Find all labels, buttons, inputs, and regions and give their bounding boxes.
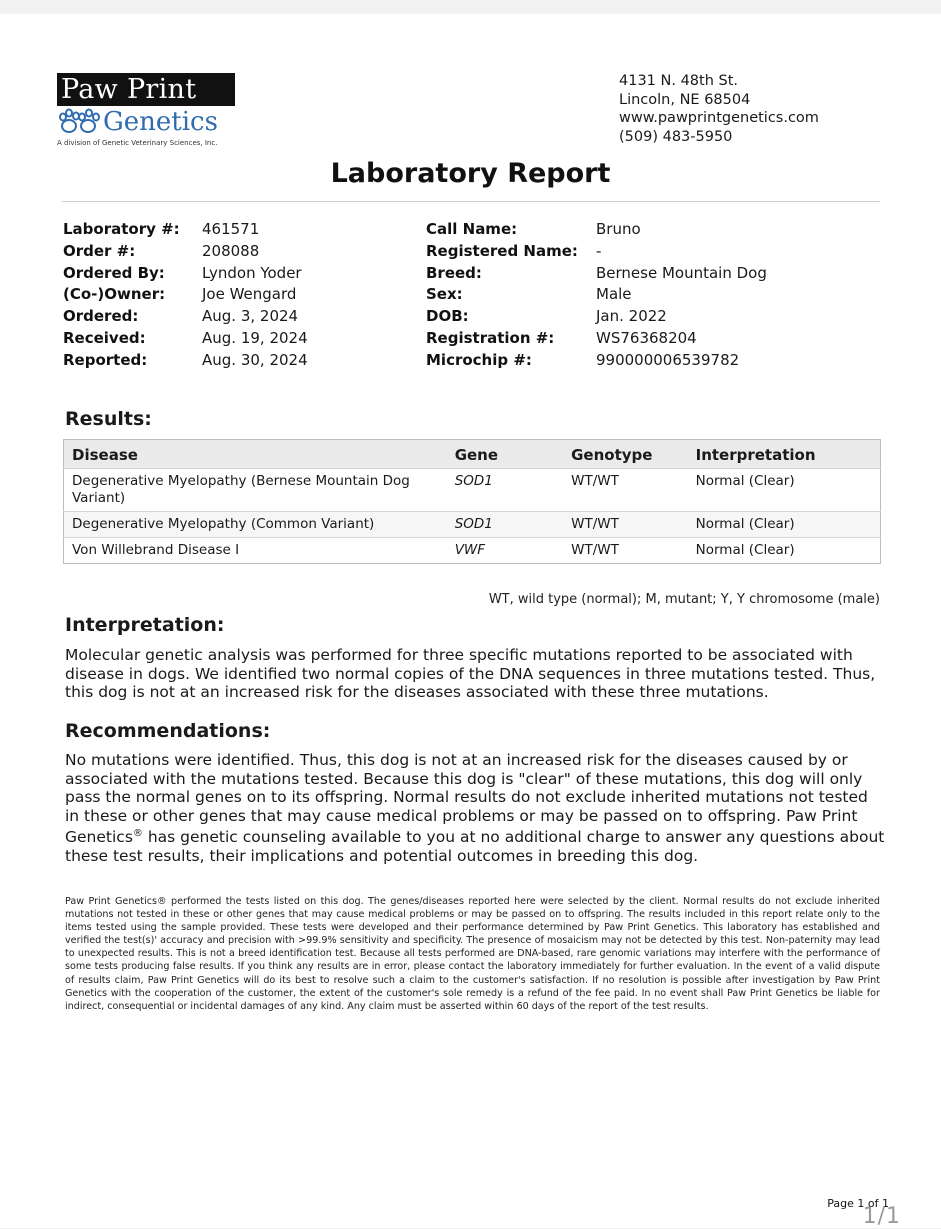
recommendations-text-part1: No mutations were identified. Thus, this dog is not at an increased risk for the diseases caused by or associated with the mutations tested. Because this dog is "clear" of these mutations, this dog will only pass the normal genes on to its offspring. Normal results do not exclude inherited mutations not tested in these or other genes that may cause medical problems or may be passed on to offspring. Paw Print Genetics	[65, 751, 868, 847]
column-header-genotype: Genotype	[563, 440, 688, 469]
info-value: 208088	[202, 241, 260, 260]
cell-gene: SOD1	[447, 469, 563, 512]
cell-gene: SOD1	[447, 512, 563, 538]
info-value: WS76368204	[596, 328, 697, 347]
address-city: Lincoln, NE 68504	[619, 91, 751, 108]
logo-lower	[57, 106, 235, 138]
info-value: Joe Wengard	[202, 285, 297, 304]
interpretation-heading: Interpretation:	[65, 614, 225, 636]
cell-gene: VWF	[447, 538, 563, 564]
info-row-breed	[426, 263, 767, 285]
table-row	[64, 538, 881, 564]
address-street: 4131 N. 48th St.	[619, 73, 739, 89]
info-value: Bernese Mountain Dog	[596, 263, 767, 282]
cell-disease: Von Willebrand Disease I	[64, 538, 447, 564]
info-row-microchip	[426, 350, 767, 372]
info-row-owner	[63, 284, 308, 306]
disclaimer-text: Paw Print Genetics® performed the tests listed on this dog. The genes/diseases reported here were selected by the client. Normal results do not exclude inherited mutations not tested in these or other genes that may cause medical problems or may be passed on to offspring. The results included in this report relate only to the items tested using the sample provided. These tests were developed and their performance determined by Paw Print Genetics. This laboratory has established and verified the test(s)' accuracy and precision with >99.9% sensitivity and specificity. The presence of mosaicism may not be detected by this test. Non-paternity may lead to unexpected results. This is not a breed identification test. Because all tests performed are DNA-based, rare genomic variations may interfere with the performance of some tests producing false results. If you think any results are in error, please contact the laboratory immediately for further evaluation. In the event of a valid dispute of results claim, Paw Print Genetics will do its best to resolve such a claim to the customer's satisfaction. If no resolution is possible after investigation by Paw Print Genetics with the cooperation of the customer, the extent of the customer's sole remedy is a refund of the fee paid. In no event shall Paw Print Genetics be liable for indirect, consequential or incidental damages of any kind. Any claim must be asserted within 60 days of the report of the test results.	[65, 896, 880, 1012]
title-divider	[62, 201, 880, 202]
cell-genotype: WT/WT	[563, 538, 688, 564]
info-value: Jan. 2022	[596, 307, 667, 326]
column-header-disease: Disease	[64, 440, 447, 469]
info-value: 461571	[202, 220, 260, 238]
info-label: (Co-)Owner:	[63, 285, 166, 304]
info-row-ordered	[63, 306, 308, 328]
recommendations-text	[65, 751, 885, 865]
address-website: www.pawprintgenetics.com	[619, 110, 819, 126]
info-label: Registered Name:	[426, 241, 578, 260]
cell-disease: Degenerative Myelopathy (Common Variant)	[64, 512, 447, 538]
info-row-lab-number	[63, 219, 308, 241]
lab-address	[619, 72, 819, 146]
info-label: Received:	[63, 328, 146, 347]
address-phone: (509) 483-5950	[619, 128, 733, 145]
info-value: Male	[596, 285, 632, 304]
info-row-order-number	[63, 241, 308, 263]
info-label: Call Name:	[426, 220, 518, 238]
report-page	[0, 14, 941, 1228]
info-value: Lyndon Yoder	[202, 263, 302, 282]
info-value: Aug. 30, 2024	[202, 350, 308, 369]
table-header-row	[64, 440, 881, 469]
info-row-sex	[426, 284, 767, 306]
info-row-call-name	[426, 219, 767, 241]
page-number-label: Page 1 of 1	[827, 1197, 889, 1210]
info-value: Aug. 3, 2024	[202, 307, 299, 326]
cell-interpretation: Normal (Clear)	[688, 512, 881, 538]
cell-genotype: WT/WT	[563, 512, 688, 538]
order-info	[63, 219, 308, 372]
info-row-ordered-by	[63, 263, 308, 285]
results-table	[63, 439, 881, 564]
info-label: Ordered By:	[63, 263, 165, 282]
info-label: Registration #:	[426, 328, 555, 347]
table-row	[64, 512, 881, 538]
cell-interpretation: Normal (Clear)	[688, 469, 881, 512]
info-label: Laboratory #:	[63, 220, 180, 238]
info-row-received	[63, 328, 308, 350]
logo-line1: Paw Print	[57, 73, 235, 106]
info-label: Sex:	[426, 285, 463, 304]
registered-mark: ®	[132, 828, 143, 839]
recommendations-heading: Recommendations:	[65, 720, 271, 742]
logo-line2: Genetics	[103, 107, 218, 137]
cell-genotype: WT/WT	[563, 469, 688, 512]
company-logo	[57, 73, 235, 147]
info-value: Aug. 19, 2024	[202, 328, 308, 347]
logo-tagline: A division of Genetic Veterinary Sciences, Inc.	[57, 139, 218, 147]
cell-disease: Degenerative Myelopathy (Bernese Mountain Dog Variant)	[64, 469, 447, 512]
dog-info	[426, 219, 767, 372]
results-heading: Results:	[65, 408, 152, 430]
info-value: 990000006539782	[596, 350, 740, 369]
column-header-gene: Gene	[447, 440, 563, 469]
info-label: Ordered:	[63, 307, 139, 326]
page-indicator: 1/1	[862, 1204, 901, 1229]
info-label: DOB:	[426, 307, 469, 326]
info-label: Microchip #:	[426, 350, 532, 369]
cell-interpretation: Normal (Clear)	[688, 538, 881, 564]
info-row-registration	[426, 328, 767, 350]
info-label: Reported:	[63, 350, 148, 369]
report-title: Laboratory Report	[330, 158, 611, 189]
table-row	[64, 469, 881, 512]
info-value: Bruno	[596, 220, 641, 238]
paw-print-icon	[59, 108, 101, 136]
recommendations-text-part2: has genetic counseling available to you at no additional charge to answer any questions about these test results, their implications and potential outcomes in breeding this dog.	[65, 828, 885, 865]
info-label: Breed:	[426, 263, 482, 282]
interpretation-text: Molecular genetic analysis was performed for three specific mutations reported to be associated with disease in dogs. We identified two normal copies of the DNA sequences in three mutations tested. Thus, this dog is not at an increased risk for the diseases associated with these three mutations.	[65, 646, 876, 701]
info-row-dob	[426, 306, 767, 328]
info-value: -	[596, 241, 602, 260]
info-row-registered-name	[426, 241, 767, 263]
info-row-reported	[63, 350, 308, 372]
genotype-legend: WT, wild type (normal); M, mutant; Y, Y chromosome (male)	[488, 592, 880, 607]
column-header-interpretation: Interpretation	[688, 440, 881, 469]
info-label: Order #:	[63, 241, 136, 260]
